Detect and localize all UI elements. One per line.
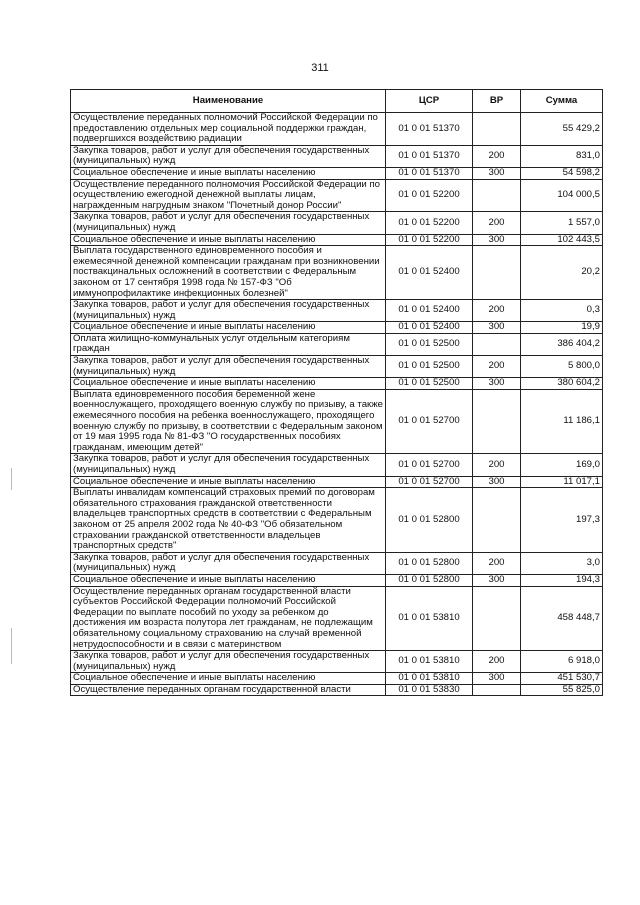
cell-vr: 200: [473, 454, 521, 476]
cell-name: Социальное обеспечение и иные выплаты населению: [71, 234, 386, 246]
cell-sum: 102 443,5: [521, 234, 603, 246]
cell-csr: 01 0 01 51370: [386, 113, 473, 146]
cell-vr: [473, 586, 521, 651]
cell-sum: 20,2: [521, 246, 603, 300]
cell-csr: 01 0 01 52500: [386, 356, 473, 378]
cell-csr: 01 0 01 52700: [386, 476, 473, 488]
budget-table: [70, 89, 603, 696]
table-row: [71, 212, 603, 234]
cell-sum: 386 404,2: [521, 333, 603, 355]
cell-csr: 01 0 01 51370: [386, 145, 473, 167]
cell-vr: 300: [473, 673, 521, 685]
table-header-row: [71, 90, 603, 113]
cell-name: Осуществление переданного полномочия Российской Федерации по осуществлению ежегодной денежной выплаты лицам, награжденным нагрудным знаком "Почетный донор России": [71, 179, 386, 212]
cell-name: Закупка товаров, работ и услуг для обеспечения государственных (муниципальных) нужд: [71, 454, 386, 476]
margin-mark: [11, 628, 12, 664]
table-row: [71, 552, 603, 574]
cell-sum: 3,0: [521, 552, 603, 574]
cell-csr: 01 0 01 52400: [386, 246, 473, 300]
cell-sum: 11 017,1: [521, 476, 603, 488]
header-csr: ЦСР: [386, 90, 473, 113]
table-row: [71, 113, 603, 146]
cell-csr: 01 0 01 52200: [386, 234, 473, 246]
table-row: [71, 684, 603, 696]
cell-vr: [473, 684, 521, 696]
table-row: [71, 179, 603, 212]
cell-sum: 6 918,0: [521, 651, 603, 673]
cell-name: Закупка товаров, работ и услуг для обеспечения государственных (муниципальных) нужд: [71, 212, 386, 234]
table-row: [71, 234, 603, 246]
table-row: [71, 476, 603, 488]
table-row: [71, 488, 603, 553]
cell-sum: 5 800,0: [521, 356, 603, 378]
table-row: [71, 356, 603, 378]
margin-mark: [11, 468, 12, 490]
cell-vr: 300: [473, 574, 521, 586]
cell-name: Закупка товаров, работ и услуг для обеспечения государственных (муниципальных) нужд: [71, 145, 386, 167]
cell-vr: 300: [473, 476, 521, 488]
cell-vr: [473, 179, 521, 212]
cell-vr: 300: [473, 378, 521, 390]
table-row: [71, 300, 603, 322]
cell-sum: 55 429,2: [521, 113, 603, 146]
cell-csr: 01 0 01 52500: [386, 378, 473, 390]
cell-csr: 01 0 01 51370: [386, 167, 473, 179]
cell-csr: 01 0 01 53810: [386, 586, 473, 651]
cell-csr: 01 0 01 53830: [386, 684, 473, 696]
cell-name: Социальное обеспечение и иные выплаты населению: [71, 378, 386, 390]
cell-name: Закупка товаров, работ и услуг для обеспечения государственных (муниципальных) нужд: [71, 356, 386, 378]
cell-csr: 01 0 01 52800: [386, 574, 473, 586]
cell-vr: 300: [473, 167, 521, 179]
header-vr: ВР: [473, 90, 521, 113]
cell-sum: 169,0: [521, 454, 603, 476]
cell-csr: 01 0 01 52700: [386, 389, 473, 454]
cell-vr: [473, 246, 521, 300]
cell-vr: 200: [473, 212, 521, 234]
table-row: [71, 673, 603, 685]
cell-csr: 01 0 01 53810: [386, 673, 473, 685]
cell-name: Осуществление переданных полномочий Российской Федерации по предоставлению отдельных мер социальной поддержки граждан, подвергшихся воздействию радиации: [71, 113, 386, 146]
table-row: [71, 574, 603, 586]
cell-sum: 19,9: [521, 322, 603, 334]
cell-vr: 200: [473, 552, 521, 574]
cell-name: Выплата единовременного пособия беременной жене военнослужащего, проходящего военную службу по призыву, а также ежемесячного пособия на ребенка военнослужащего, проходящего военную службу по призыву, в соответствии с Федеральным законом от 19 мая 1995 года № 81-ФЗ "О государственных пособиях гражданам, имеющим детей": [71, 389, 386, 454]
header-sum: Сумма: [521, 90, 603, 113]
table-row: [71, 322, 603, 334]
cell-name: Социальное обеспечение и иные выплаты населению: [71, 167, 386, 179]
cell-name: Закупка товаров, работ и услуг для обеспечения государственных (муниципальных) нужд: [71, 552, 386, 574]
cell-csr: 01 0 01 52200: [386, 212, 473, 234]
cell-sum: 1 557,0: [521, 212, 603, 234]
cell-csr: 01 0 01 53810: [386, 651, 473, 673]
cell-name: Социальное обеспечение и иные выплаты населению: [71, 673, 386, 685]
cell-sum: 451 530,7: [521, 673, 603, 685]
cell-name: Выплата государственного единовременного пособия и ежемесячной денежной компенсации гражданам при возникновении поствакцинальных осложнений в соответствии с Федеральным законом от 17 сентября 1998 года № 157-ФЗ "Об иммунопрофилактике инфекционных болезней": [71, 246, 386, 300]
table-body: [71, 113, 603, 696]
table-row: [71, 586, 603, 651]
cell-sum: 194,3: [521, 574, 603, 586]
table-row: [71, 389, 603, 454]
cell-vr: [473, 389, 521, 454]
cell-name: Закупка товаров, работ и услуг для обеспечения государственных (муниципальных) нужд: [71, 651, 386, 673]
cell-sum: 197,3: [521, 488, 603, 553]
cell-sum: 0,3: [521, 300, 603, 322]
cell-name: Оплата жилищно-коммунальных услуг отдельным категориям граждан: [71, 333, 386, 355]
page-number: 311: [311, 62, 329, 74]
cell-vr: 300: [473, 322, 521, 334]
cell-sum: 458 448,7: [521, 586, 603, 651]
cell-csr: 01 0 01 52800: [386, 488, 473, 553]
cell-csr: 01 0 01 52400: [386, 322, 473, 334]
table-row: [71, 378, 603, 390]
cell-csr: 01 0 01 52200: [386, 179, 473, 212]
cell-sum: 380 604,2: [521, 378, 603, 390]
table-row: [71, 651, 603, 673]
cell-csr: 01 0 01 52700: [386, 454, 473, 476]
cell-sum: 54 598,2: [521, 167, 603, 179]
cell-csr: 01 0 01 52500: [386, 333, 473, 355]
table-row: [71, 246, 603, 300]
header-name: Наименование: [71, 90, 386, 113]
cell-vr: [473, 113, 521, 146]
cell-vr: [473, 333, 521, 355]
cell-vr: [473, 488, 521, 553]
cell-sum: 11 186,1: [521, 389, 603, 454]
cell-name: Осуществление переданных органам государственной власти: [71, 684, 386, 696]
cell-csr: 01 0 01 52800: [386, 552, 473, 574]
cell-name: Осуществление переданных органам государственной власти субъектов Российской Федерации полномочий Российской Федерации по выплате пособий по уходу за ребенком до достижения им возраста полутора лет гражданам, не подлежащим обязательному социальному страхованию на случай временной нетрудоспособности и в связи с материнством: [71, 586, 386, 651]
cell-vr: 300: [473, 234, 521, 246]
cell-vr: 200: [473, 300, 521, 322]
table-row: [71, 333, 603, 355]
cell-vr: 200: [473, 145, 521, 167]
cell-vr: 200: [473, 651, 521, 673]
cell-name: Закупка товаров, работ и услуг для обеспечения государственных (муниципальных) нужд: [71, 300, 386, 322]
cell-sum: 55 825,0: [521, 684, 603, 696]
cell-vr: 200: [473, 356, 521, 378]
table-row: [71, 454, 603, 476]
cell-sum: 104 000,5: [521, 179, 603, 212]
cell-csr: 01 0 01 52400: [386, 300, 473, 322]
cell-name: Социальное обеспечение и иные выплаты населению: [71, 574, 386, 586]
table-row: [71, 167, 603, 179]
table-row: [71, 145, 603, 167]
cell-sum: 831,0: [521, 145, 603, 167]
cell-name: Социальное обеспечение и иные выплаты населению: [71, 476, 386, 488]
cell-name: Социальное обеспечение и иные выплаты населению: [71, 322, 386, 334]
cell-name: Выплаты инвалидам компенсаций страховых премий по договорам обязательного страхования гражданской ответственности владельцев транспортных средств в соответствии с Федеральным законом от 25 апреля 2002 года № 40-ФЗ "Об обязательном страховании гражданской ответственности владельцев транспортных средств": [71, 488, 386, 553]
